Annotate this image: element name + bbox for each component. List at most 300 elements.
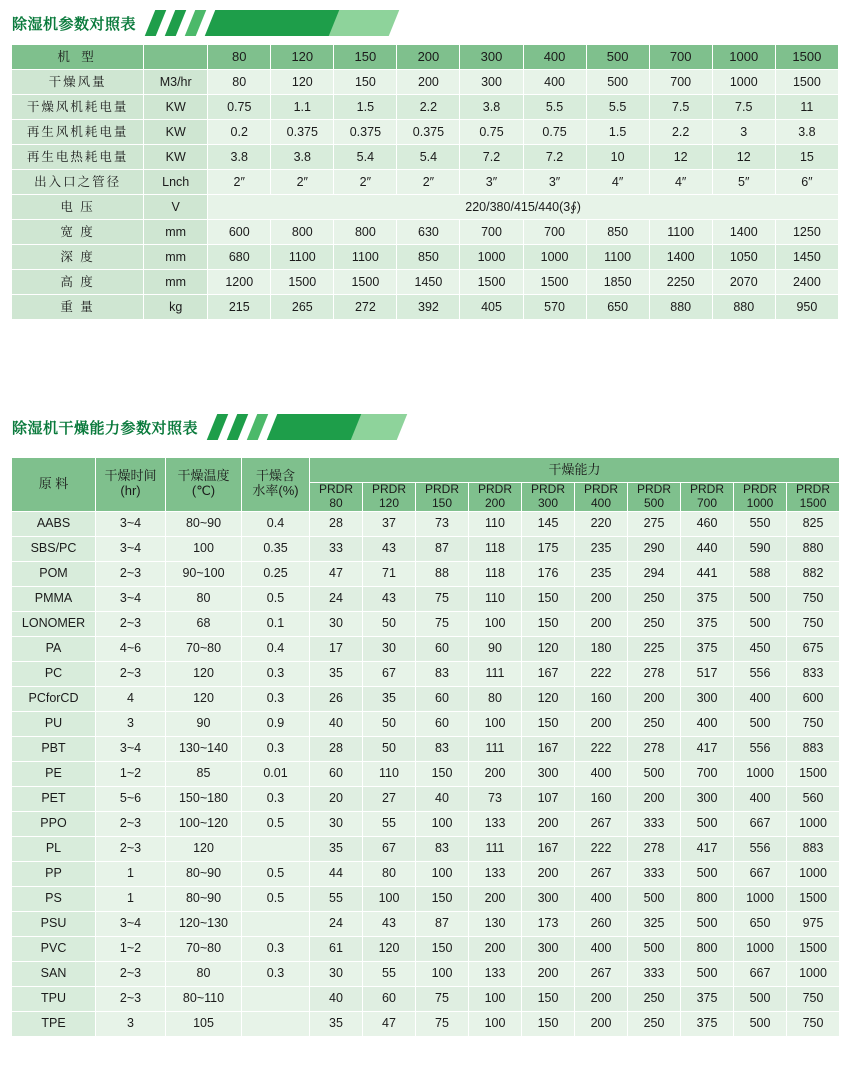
row-material: PC [12, 661, 96, 686]
row-moisture [242, 1011, 310, 1036]
row-drying-temp: 80~90 [166, 511, 242, 536]
row-capacity-value: 667 [734, 961, 787, 986]
row-drying-temp: 80~90 [166, 886, 242, 911]
row-capacity-value: 40 [416, 786, 469, 811]
row-label: 出入口之管径 [12, 170, 144, 195]
row-capacity-value: 500 [734, 986, 787, 1011]
row-value: 2″ [208, 170, 271, 195]
row-capacity-value: 28 [310, 511, 363, 536]
header-model-code: PRDR 700 [681, 483, 734, 512]
row-capacity-value: 175 [522, 536, 575, 561]
row-value: 2″ [271, 170, 334, 195]
row-value: 5.5 [523, 95, 586, 120]
row-capacity-value: 47 [363, 1011, 416, 1036]
row-capacity-value: 300 [681, 786, 734, 811]
row-capacity-value: 118 [469, 536, 522, 561]
row-drying-time: 1 [96, 861, 166, 886]
row-drying-time: 1~2 [96, 936, 166, 961]
table-row [12, 611, 840, 636]
row-value: 2250 [649, 270, 712, 295]
row-value: 1500 [523, 270, 586, 295]
row-capacity-value: 500 [681, 911, 734, 936]
row-unit: KW [144, 95, 208, 120]
row-capacity-value: 133 [469, 811, 522, 836]
row-capacity-value: 200 [628, 786, 681, 811]
header-drying-time: 干燥时间 (hr) [96, 458, 166, 512]
row-material: PET [12, 786, 96, 811]
stripe [351, 414, 408, 440]
row-capacity-value: 100 [416, 811, 469, 836]
row-capacity-value: 83 [416, 836, 469, 861]
row-capacity-value: 200 [469, 761, 522, 786]
row-capacity-value: 588 [734, 561, 787, 586]
row-capacity-value: 267 [575, 811, 628, 836]
section-heading-1 [0, 8, 850, 38]
row-capacity-value: 50 [363, 611, 416, 636]
table-row [12, 861, 840, 886]
table-row [12, 686, 840, 711]
row-capacity-value: 40 [310, 711, 363, 736]
row-value: 1500 [271, 270, 334, 295]
row-drying-time: 3~4 [96, 911, 166, 936]
row-value: 1.5 [334, 95, 397, 120]
row-capacity-value: 200 [575, 611, 628, 636]
row-capacity-value: 26 [310, 686, 363, 711]
row-capacity-value: 441 [681, 561, 734, 586]
row-capacity-value: 110 [469, 511, 522, 536]
row-capacity-value: 145 [522, 511, 575, 536]
row-value: 1450 [397, 270, 460, 295]
row-capacity-value: 500 [734, 611, 787, 636]
row-drying-temp: 120 [166, 836, 242, 861]
row-capacity-value: 225 [628, 636, 681, 661]
row-capacity-value: 55 [363, 811, 416, 836]
row-value: 3″ [460, 170, 523, 195]
row-capacity-value: 30 [363, 636, 416, 661]
row-value: 1200 [208, 270, 271, 295]
row-capacity-value: 400 [734, 686, 787, 711]
row-capacity-value: 120 [522, 686, 575, 711]
table-row [12, 911, 840, 936]
header-model-code: PRDR 400 [575, 483, 628, 512]
row-value: 1500 [775, 70, 838, 95]
row-capacity-value: 27 [363, 786, 416, 811]
row-value: 880 [712, 295, 775, 320]
row-capacity-value: 250 [628, 1011, 681, 1036]
row-value: 1.1 [271, 95, 334, 120]
row-capacity-value: 200 [522, 861, 575, 886]
row-drying-time: 2~3 [96, 811, 166, 836]
row-capacity-value: 200 [575, 986, 628, 1011]
row-capacity-value: 180 [575, 636, 628, 661]
row-label: 重 量 [12, 295, 144, 320]
row-label: 再生风机耗电量 [12, 120, 144, 145]
row-value: 5″ [712, 170, 775, 195]
row-capacity-value: 75 [416, 586, 469, 611]
row-moisture: 0.35 [242, 536, 310, 561]
row-value: 2070 [712, 270, 775, 295]
header-model-code: PRDR 200 [469, 483, 522, 512]
row-capacity-value: 500 [734, 1011, 787, 1036]
row-capacity-value: 73 [469, 786, 522, 811]
table-row [12, 270, 839, 295]
header-model-value: 150 [334, 45, 397, 70]
row-capacity-value: 50 [363, 736, 416, 761]
row-capacity-value: 75 [416, 986, 469, 1011]
row-capacity-value: 1000 [734, 886, 787, 911]
row-drying-time: 2~3 [96, 986, 166, 1011]
row-drying-temp: 80 [166, 961, 242, 986]
row-capacity-value: 375 [681, 611, 734, 636]
row-capacity-value: 667 [734, 811, 787, 836]
row-value: 0.375 [397, 120, 460, 145]
row-moisture: 0.4 [242, 636, 310, 661]
row-capacity-value: 750 [787, 986, 840, 1011]
row-material: LONOMER [12, 611, 96, 636]
row-capacity-value: 333 [628, 961, 681, 986]
row-label: 宽 度 [12, 220, 144, 245]
row-moisture: 0.3 [242, 736, 310, 761]
row-capacity-value: 60 [416, 711, 469, 736]
row-value: 12 [649, 145, 712, 170]
row-capacity-value: 20 [310, 786, 363, 811]
stripe [185, 10, 207, 36]
row-moisture: 0.3 [242, 786, 310, 811]
row-capacity-value: 250 [628, 711, 681, 736]
row-drying-temp: 70~80 [166, 636, 242, 661]
section-title-2: 除湿机干燥能力参数对照表 [12, 419, 199, 437]
row-drying-time: 2~3 [96, 611, 166, 636]
row-value: 680 [208, 245, 271, 270]
header-capacity: 干燥能力 [310, 458, 840, 483]
row-drying-temp: 68 [166, 611, 242, 636]
row-unit: kg [144, 295, 208, 320]
row-moisture [242, 836, 310, 861]
header-model-code: PRDR 150 [416, 483, 469, 512]
row-drying-temp: 120 [166, 686, 242, 711]
row-capacity-value: 111 [469, 661, 522, 686]
row-value: 0.75 [208, 95, 271, 120]
row-capacity-value: 750 [787, 611, 840, 636]
table-header-row-top [12, 458, 840, 483]
row-capacity-value: 47 [310, 561, 363, 586]
row-capacity-value: 87 [416, 536, 469, 561]
row-moisture: 0.5 [242, 886, 310, 911]
row-capacity-value: 100 [469, 711, 522, 736]
row-value: 2.2 [397, 95, 460, 120]
row-capacity-value: 200 [575, 586, 628, 611]
row-value: 4″ [586, 170, 649, 195]
row-value: 400 [523, 70, 586, 95]
row-capacity-value: 333 [628, 861, 681, 886]
row-drying-temp: 90 [166, 711, 242, 736]
row-drying-time: 2~3 [96, 836, 166, 861]
row-moisture: 0.1 [242, 611, 310, 636]
row-capacity-value: 1000 [787, 861, 840, 886]
row-drying-temp: 100 [166, 536, 242, 561]
row-capacity-value: 400 [575, 936, 628, 961]
row-capacity-value: 160 [575, 686, 628, 711]
row-value: 1500 [334, 270, 397, 295]
row-capacity-value: 167 [522, 661, 575, 686]
row-material: PPO [12, 811, 96, 836]
row-value: 500 [586, 70, 649, 95]
row-capacity-value: 120 [522, 636, 575, 661]
row-drying-time: 2~3 [96, 961, 166, 986]
row-capacity-value: 110 [363, 761, 416, 786]
table-row [12, 170, 839, 195]
row-drying-temp: 90~100 [166, 561, 242, 586]
table-row [12, 761, 840, 786]
row-capacity-value: 222 [575, 836, 628, 861]
row-capacity-value: 400 [575, 761, 628, 786]
row-capacity-value: 375 [681, 636, 734, 661]
row-drying-temp: 105 [166, 1011, 242, 1036]
row-drying-temp: 120~130 [166, 911, 242, 936]
row-capacity-value: 133 [469, 861, 522, 886]
row-capacity-value: 100 [363, 886, 416, 911]
table-row [12, 936, 840, 961]
row-moisture: 0.3 [242, 686, 310, 711]
row-value: 3 [712, 120, 775, 145]
row-capacity-value: 800 [681, 886, 734, 911]
row-value: 3.8 [208, 145, 271, 170]
row-capacity-value: 83 [416, 736, 469, 761]
table-row [12, 145, 839, 170]
row-capacity-value: 30 [310, 961, 363, 986]
row-value: 650 [586, 295, 649, 320]
row-value: 1100 [649, 220, 712, 245]
header-drying-temp: 干燥温度 (℃) [166, 458, 242, 512]
row-capacity-value: 675 [787, 636, 840, 661]
row-capacity-value: 30 [310, 811, 363, 836]
row-capacity-value: 1000 [734, 761, 787, 786]
row-capacity-value: 250 [628, 986, 681, 1011]
row-value: 0.375 [334, 120, 397, 145]
section-title-1: 除湿机参数对照表 [12, 15, 137, 33]
table-header-row [12, 45, 839, 70]
row-value: 700 [460, 220, 523, 245]
row-value: 630 [397, 220, 460, 245]
row-capacity-value: 75 [416, 611, 469, 636]
row-drying-temp: 100~120 [166, 811, 242, 836]
row-capacity-value: 1500 [787, 761, 840, 786]
row-capacity-value: 150 [522, 611, 575, 636]
table-row [12, 661, 840, 686]
row-capacity-value: 550 [734, 511, 787, 536]
row-capacity-value: 560 [787, 786, 840, 811]
row-value: 405 [460, 295, 523, 320]
row-capacity-value: 30 [310, 611, 363, 636]
row-capacity-value: 417 [681, 736, 734, 761]
row-capacity-value: 500 [628, 761, 681, 786]
row-capacity-value: 375 [681, 586, 734, 611]
row-capacity-value: 200 [575, 1011, 628, 1036]
row-capacity-value: 880 [787, 536, 840, 561]
stripe [227, 414, 249, 440]
row-capacity-value: 100 [469, 986, 522, 1011]
row-value: 11 [775, 95, 838, 120]
row-material: POM [12, 561, 96, 586]
row-drying-time: 2~3 [96, 661, 166, 686]
table-row [12, 295, 839, 320]
row-capacity-value: 71 [363, 561, 416, 586]
row-label: 干燥风量 [12, 70, 144, 95]
header-model-value: 500 [586, 45, 649, 70]
header-moisture: 干燥含 水率(%) [242, 458, 310, 512]
row-capacity-value: 55 [363, 961, 416, 986]
row-material: PS [12, 886, 96, 911]
row-capacity-value: 300 [681, 686, 734, 711]
row-capacity-value: 60 [363, 986, 416, 1011]
row-capacity-value: 556 [734, 736, 787, 761]
row-value: 272 [334, 295, 397, 320]
row-moisture: 0.4 [242, 511, 310, 536]
header-model-code: PRDR 300 [522, 483, 575, 512]
table-row [12, 836, 840, 861]
row-capacity-value: 75 [416, 1011, 469, 1036]
row-capacity-value: 83 [416, 661, 469, 686]
row-capacity-value: 250 [628, 586, 681, 611]
row-material: TPE [12, 1011, 96, 1036]
table-row [12, 886, 840, 911]
row-capacity-value: 267 [575, 961, 628, 986]
row-capacity-value: 500 [734, 711, 787, 736]
row-moisture: 0.25 [242, 561, 310, 586]
row-capacity-value: 400 [681, 711, 734, 736]
row-value: 1.5 [586, 120, 649, 145]
row-moisture: 0.5 [242, 811, 310, 836]
row-capacity-value: 160 [575, 786, 628, 811]
row-capacity-value: 150 [416, 761, 469, 786]
table-row [12, 636, 840, 661]
table-row [12, 961, 840, 986]
row-value: 800 [271, 220, 334, 245]
row-label: 干燥风机耗电量 [12, 95, 144, 120]
row-capacity-value: 118 [469, 561, 522, 586]
row-value: 15 [775, 145, 838, 170]
row-capacity-value: 173 [522, 911, 575, 936]
row-value: 700 [649, 70, 712, 95]
row-unit: KW [144, 120, 208, 145]
row-value: 200 [397, 70, 460, 95]
row-capacity-value: 500 [734, 586, 787, 611]
row-material: SBS/PC [12, 536, 96, 561]
stripe [165, 10, 187, 36]
row-capacity-value: 220 [575, 511, 628, 536]
row-value: 1850 [586, 270, 649, 295]
row-moisture: 0.3 [242, 961, 310, 986]
row-capacity-value: 556 [734, 661, 787, 686]
row-value: 1000 [523, 245, 586, 270]
row-capacity-value: 590 [734, 536, 787, 561]
row-capacity-value: 750 [787, 711, 840, 736]
row-moisture: 0.01 [242, 761, 310, 786]
row-capacity-value: 250 [628, 611, 681, 636]
row-material: PU [12, 711, 96, 736]
row-value: 4″ [649, 170, 712, 195]
row-value: 1250 [775, 220, 838, 245]
row-capacity-value: 440 [681, 536, 734, 561]
row-capacity-value: 235 [575, 561, 628, 586]
row-capacity-value: 750 [787, 586, 840, 611]
table-row [12, 120, 839, 145]
row-value: 5.4 [334, 145, 397, 170]
row-material: PP [12, 861, 96, 886]
row-value: 7.5 [712, 95, 775, 120]
table-row [12, 95, 839, 120]
row-material: AABS [12, 511, 96, 536]
row-capacity-value: 111 [469, 836, 522, 861]
row-drying-time: 3~4 [96, 586, 166, 611]
row-value: 3.8 [271, 145, 334, 170]
row-value: 1400 [712, 220, 775, 245]
row-drying-time: 1~2 [96, 761, 166, 786]
table-row [12, 220, 839, 245]
row-drying-time: 4 [96, 686, 166, 711]
header-model-value: 400 [523, 45, 586, 70]
row-unit: Lnch [144, 170, 208, 195]
drying-capacity-table [11, 457, 840, 1037]
row-capacity-value: 176 [522, 561, 575, 586]
row-capacity-value: 167 [522, 836, 575, 861]
row-material: TPU [12, 986, 96, 1011]
header-model-value: 300 [460, 45, 523, 70]
row-drying-time: 3~4 [96, 536, 166, 561]
row-value: 5.5 [586, 95, 649, 120]
header-model-code: PRDR 1500 [787, 483, 840, 512]
row-moisture: 0.3 [242, 936, 310, 961]
row-value: 800 [334, 220, 397, 245]
row-value: 1050 [712, 245, 775, 270]
row-capacity-value: 278 [628, 736, 681, 761]
row-capacity-value: 300 [522, 936, 575, 961]
row-capacity-value: 500 [628, 886, 681, 911]
row-capacity-value: 35 [363, 686, 416, 711]
row-capacity-value: 60 [416, 686, 469, 711]
header-model-code: PRDR 1000 [734, 483, 787, 512]
row-moisture: 0.5 [242, 586, 310, 611]
row-label: 电 压 [12, 195, 144, 220]
row-value: 600 [208, 220, 271, 245]
row-value: 1100 [334, 245, 397, 270]
row-capacity-value: 882 [787, 561, 840, 586]
table-row [12, 986, 840, 1011]
header-model-value: 200 [397, 45, 460, 70]
header-model-label: 机 型 [12, 45, 144, 70]
row-value: 215 [208, 295, 271, 320]
row-capacity-value: 667 [734, 861, 787, 886]
row-capacity-value: 44 [310, 861, 363, 886]
row-capacity-value: 35 [310, 661, 363, 686]
table-row [12, 736, 840, 761]
row-capacity-value: 975 [787, 911, 840, 936]
row-capacity-value: 150 [522, 1011, 575, 1036]
header-model-code: PRDR 500 [628, 483, 681, 512]
row-value: 120 [271, 70, 334, 95]
row-capacity-value: 120 [363, 936, 416, 961]
row-material: PCforCD [12, 686, 96, 711]
row-capacity-value: 260 [575, 911, 628, 936]
row-value: 1450 [775, 245, 838, 270]
row-capacity-value: 300 [522, 761, 575, 786]
row-capacity-value: 200 [628, 686, 681, 711]
row-capacity-value: 500 [628, 936, 681, 961]
row-moisture [242, 986, 310, 1011]
heading-stripes-2 [206, 414, 850, 440]
row-capacity-value: 24 [310, 911, 363, 936]
row-value: 3.8 [460, 95, 523, 120]
